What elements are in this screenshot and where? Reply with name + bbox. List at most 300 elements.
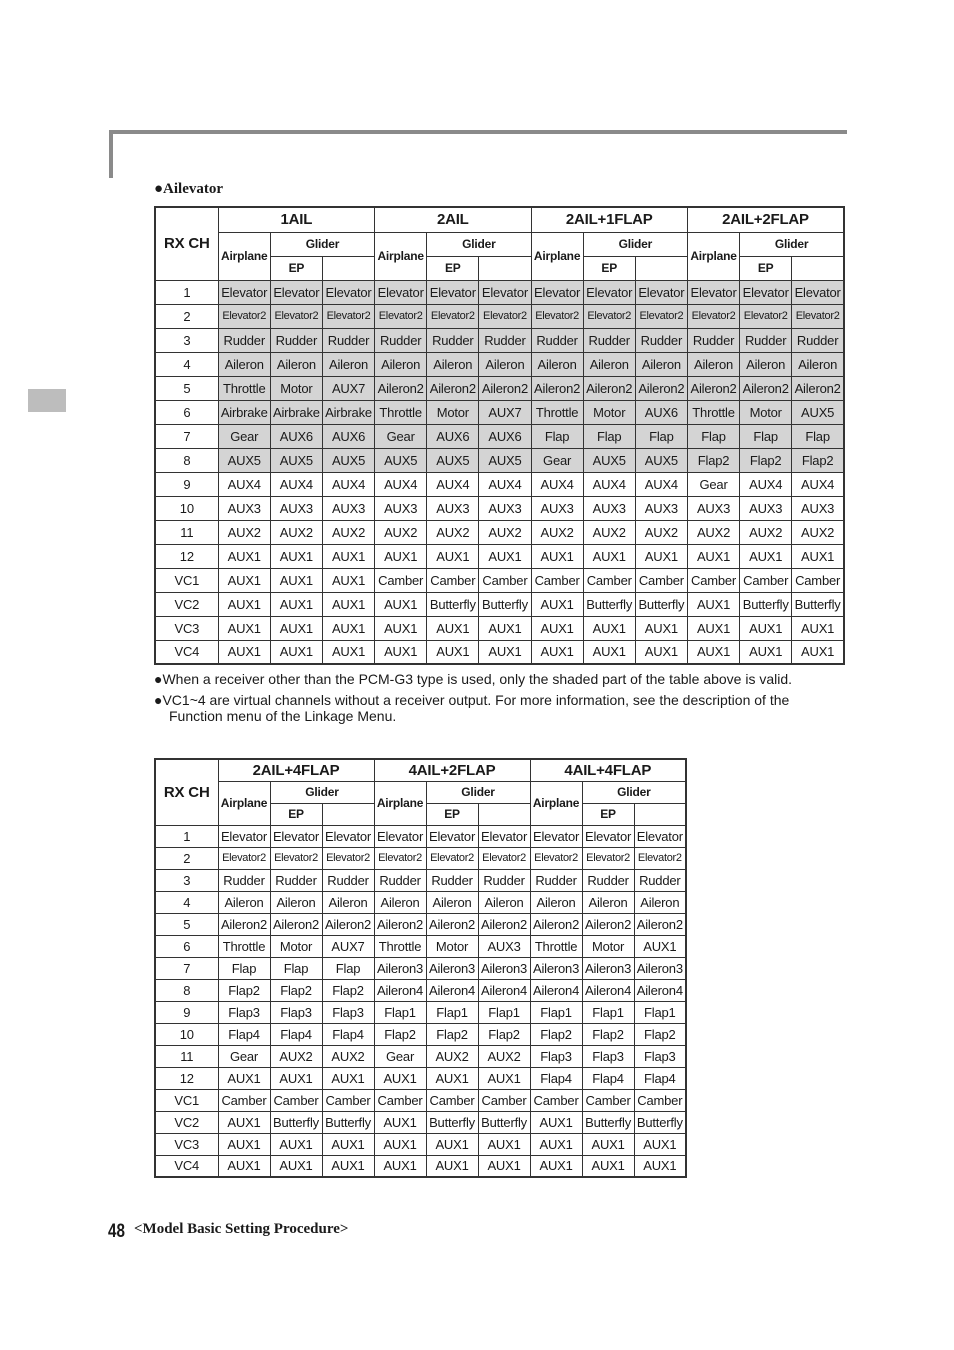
- function-cell: AUX1: [270, 592, 322, 616]
- function-cell: AUX3: [375, 496, 427, 520]
- channel-label: 9: [155, 472, 218, 496]
- function-cell: Camber: [687, 568, 739, 592]
- function-cell: AUX6: [270, 424, 322, 448]
- function-cell: AUX2: [740, 520, 792, 544]
- function-cell: Flap1: [478, 1001, 530, 1023]
- function-cell: AUX5: [635, 448, 687, 472]
- function-cell: AUX1: [792, 616, 844, 640]
- function-cell: AUX1: [322, 568, 374, 592]
- ep-header: EP: [427, 256, 479, 280]
- function-cell: Camber: [583, 568, 635, 592]
- function-cell: AUX4: [218, 472, 270, 496]
- table-row: [155, 328, 844, 352]
- function-cell: Aileron3: [582, 957, 634, 979]
- function-cell: AUX6: [427, 424, 479, 448]
- function-cell: AUX7: [322, 376, 374, 400]
- function-cell: Rudder: [270, 869, 322, 891]
- function-cell: AUX6: [635, 400, 687, 424]
- function-cell: Rudder: [218, 328, 270, 352]
- function-cell: AUX2: [427, 520, 479, 544]
- function-cell: Elevator: [479, 280, 531, 304]
- function-cell: Flap3: [270, 1001, 322, 1023]
- function-cell: Aileron3: [374, 957, 426, 979]
- function-cell: Elevator2: [375, 304, 427, 328]
- table-row: [155, 847, 686, 869]
- function-cell: AUX4: [635, 472, 687, 496]
- function-cell: Throttle: [374, 935, 426, 957]
- table-row: [155, 935, 686, 957]
- function-cell: Flap2: [374, 1023, 426, 1045]
- function-cell: AUX1: [635, 544, 687, 568]
- function-cell: AUX5: [375, 448, 427, 472]
- function-cell: Gear: [531, 448, 583, 472]
- glider-header: Glider: [270, 232, 374, 256]
- function-cell: AUX1: [218, 1067, 270, 1089]
- function-cell: AUX1: [270, 1133, 322, 1155]
- function-cell: AUX5: [427, 448, 479, 472]
- function-cell: Camber: [374, 1089, 426, 1111]
- function-cell: Aileron: [218, 352, 270, 376]
- function-cell: AUX1: [322, 1133, 374, 1155]
- function-cell: Flap: [687, 424, 739, 448]
- function-cell: AUX1: [322, 1067, 374, 1089]
- channel-label: VC4: [155, 1155, 218, 1177]
- function-cell: AUX1: [530, 1133, 582, 1155]
- footer-section-name: <Model Basic Setting Procedure>: [134, 1221, 349, 1237]
- function-cell: Motor: [270, 376, 322, 400]
- function-cell: Rudder: [270, 328, 322, 352]
- function-cell: Camber: [635, 568, 687, 592]
- function-cell: Butterfly: [270, 1111, 322, 1133]
- channel-label: 6: [155, 935, 218, 957]
- function-cell: Flap: [531, 424, 583, 448]
- function-cell: AUX3: [583, 496, 635, 520]
- function-cell: AUX1: [270, 568, 322, 592]
- function-cell: Camber: [426, 1089, 478, 1111]
- function-cell: Elevator2: [792, 304, 844, 328]
- function-cell: Gear: [687, 472, 739, 496]
- function-cell: AUX1: [322, 544, 374, 568]
- function-cell: Flap2: [530, 1023, 582, 1045]
- channel-label: 2: [155, 304, 218, 328]
- function-cell: Aileron3: [634, 957, 686, 979]
- function-cell: AUX1: [582, 1133, 634, 1155]
- function-cell: Rudder: [478, 869, 530, 891]
- function-cell: AUX1: [740, 544, 792, 568]
- function-cell: Butterfly: [426, 1111, 478, 1133]
- function-cell: AUX2: [322, 520, 374, 544]
- function-cell: AUX1: [687, 592, 739, 616]
- glider-blank-header: [635, 256, 687, 280]
- function-cell: Elevator2: [740, 304, 792, 328]
- function-cell: Flap3: [634, 1045, 686, 1067]
- function-cell: AUX1: [270, 544, 322, 568]
- function-cell: Rudder: [218, 869, 270, 891]
- function-cell: Elevator2: [270, 847, 322, 869]
- glider-header: Glider: [740, 232, 844, 256]
- rx-ch-header: RX CH: [155, 759, 218, 825]
- function-cell: Flap2: [270, 979, 322, 1001]
- function-cell: Elevator: [218, 280, 270, 304]
- function-cell: AUX3: [478, 935, 530, 957]
- channel-label: 12: [155, 1067, 218, 1089]
- note-shaded: ●When a receiver other than the PCM-G3 type is used, only the shaded part of the table above is valid.: [154, 671, 793, 687]
- function-cell: Flap4: [218, 1023, 270, 1045]
- ep-header: EP: [270, 803, 322, 825]
- function-cell: Aileron2: [375, 376, 427, 400]
- channel-label: VC1: [155, 568, 218, 592]
- rx-ch-header: RX CH: [155, 207, 218, 280]
- function-cell: AUX1: [531, 544, 583, 568]
- channel-label: 3: [155, 328, 218, 352]
- function-cell: Flap4: [322, 1023, 374, 1045]
- function-cell: Camber: [427, 568, 479, 592]
- function-cell: Throttle: [531, 400, 583, 424]
- glider-header: Glider: [426, 781, 530, 803]
- function-cell: AUX7: [479, 400, 531, 424]
- table-row: [155, 592, 844, 616]
- function-cell: Flap1: [530, 1001, 582, 1023]
- function-cell: AUX2: [270, 1045, 322, 1067]
- table-row: [155, 544, 844, 568]
- function-cell: AUX4: [740, 472, 792, 496]
- table-row: [155, 280, 844, 304]
- function-cell: Aileron: [478, 891, 530, 913]
- function-cell: Motor: [426, 935, 478, 957]
- glider-blank-header: [478, 803, 530, 825]
- group-header: 2AIL: [375, 207, 531, 232]
- function-cell: Flap2: [322, 979, 374, 1001]
- function-cell: Flap4: [530, 1067, 582, 1089]
- table-row: [155, 376, 844, 400]
- table-row: [155, 568, 844, 592]
- function-cell: Flap2: [687, 448, 739, 472]
- table-row: [155, 1133, 686, 1155]
- function-cell: Elevator: [322, 825, 374, 847]
- function-cell: Elevator: [531, 280, 583, 304]
- function-cell: AUX2: [270, 520, 322, 544]
- glider-header: Glider: [582, 781, 686, 803]
- table-row: [155, 891, 686, 913]
- function-cell: Butterfly: [583, 592, 635, 616]
- function-cell: AUX4: [792, 472, 844, 496]
- airplane-header: Airplane: [218, 781, 270, 825]
- function-cell: Aileron4: [530, 979, 582, 1001]
- function-cell: Camber: [792, 568, 844, 592]
- function-cell: AUX4: [375, 472, 427, 496]
- function-cell: AUX5: [583, 448, 635, 472]
- function-cell: Elevator2: [426, 847, 478, 869]
- function-cell: Rudder: [583, 328, 635, 352]
- glider-blank-header: [322, 803, 374, 825]
- function-cell: Aileron4: [374, 979, 426, 1001]
- function-cell: Aileron2: [479, 376, 531, 400]
- ep-header: EP: [740, 256, 792, 280]
- channel-label: 9: [155, 1001, 218, 1023]
- function-cell: AUX1: [375, 616, 427, 640]
- note-virtual-channels: ●VC1~4 are virtual channels without a receiver output. For more information, see the description of the Function menu of the Linkage Menu.: [154, 692, 790, 724]
- channel-label: 7: [155, 424, 218, 448]
- function-cell: Throttle: [530, 935, 582, 957]
- channel-label: VC3: [155, 1133, 218, 1155]
- table-row: [155, 448, 844, 472]
- function-cell: Butterfly: [479, 592, 531, 616]
- function-cell: AUX1: [583, 544, 635, 568]
- function-cell: Elevator: [322, 280, 374, 304]
- function-cell: Airbrake: [218, 400, 270, 424]
- function-cell: AUX4: [479, 472, 531, 496]
- function-cell: Aileron: [635, 352, 687, 376]
- function-cell: Elevator: [427, 280, 479, 304]
- airplane-header: Airplane: [530, 781, 582, 825]
- glider-blank-header: [792, 256, 844, 280]
- function-cell: Motor: [583, 400, 635, 424]
- function-cell: Aileron2: [687, 376, 739, 400]
- function-cell: AUX1: [427, 640, 479, 664]
- channel-label: 11: [155, 1045, 218, 1067]
- function-cell: AUX2: [218, 520, 270, 544]
- function-cell: Elevator2: [270, 304, 322, 328]
- function-cell: Flap: [583, 424, 635, 448]
- function-cell: Aileron2: [218, 913, 270, 935]
- glider-blank-header: [634, 803, 686, 825]
- function-cell: Elevator2: [218, 304, 270, 328]
- function-cell: Elevator2: [583, 304, 635, 328]
- group-header: 4AIL+2FLAP: [374, 759, 530, 781]
- function-cell: AUX2: [792, 520, 844, 544]
- channel-table-1: [154, 206, 845, 665]
- channel-label: 11: [155, 520, 218, 544]
- function-cell: AUX1: [635, 616, 687, 640]
- channel-label: 2: [155, 847, 218, 869]
- function-cell: AUX1: [634, 1133, 686, 1155]
- function-cell: Aileron2: [740, 376, 792, 400]
- function-cell: AUX1: [479, 616, 531, 640]
- channel-label: 1: [155, 825, 218, 847]
- function-cell: Elevator2: [479, 304, 531, 328]
- function-cell: AUX5: [792, 400, 844, 424]
- table-row: [155, 640, 844, 664]
- function-cell: AUX7: [322, 935, 374, 957]
- function-cell: AUX3: [687, 496, 739, 520]
- channel-label: 10: [155, 496, 218, 520]
- function-cell: Elevator2: [322, 847, 374, 869]
- function-cell: AUX3: [635, 496, 687, 520]
- function-cell: Elevator2: [374, 847, 426, 869]
- function-cell: Aileron: [322, 352, 374, 376]
- function-cell: Aileron3: [530, 957, 582, 979]
- function-cell: AUX1: [687, 616, 739, 640]
- ep-header: EP: [583, 256, 635, 280]
- function-cell: AUX1: [374, 1111, 426, 1133]
- function-cell: AUX1: [322, 616, 374, 640]
- function-cell: Butterfly: [478, 1111, 530, 1133]
- function-cell: AUX1: [218, 1133, 270, 1155]
- function-cell: AUX1: [634, 935, 686, 957]
- function-cell: Flap2: [792, 448, 844, 472]
- function-cell: Rudder: [322, 328, 374, 352]
- function-cell: Flap1: [634, 1001, 686, 1023]
- function-cell: Aileron: [479, 352, 531, 376]
- function-cell: AUX1: [218, 1155, 270, 1177]
- group-header: 2AIL+4FLAP: [218, 759, 374, 781]
- table-row: [155, 1001, 686, 1023]
- group-header: 4AIL+4FLAP: [530, 759, 686, 781]
- function-cell: Aileron: [218, 891, 270, 913]
- function-cell: AUX1: [375, 640, 427, 664]
- function-cell: Butterfly: [582, 1111, 634, 1133]
- function-cell: Rudder: [634, 869, 686, 891]
- function-cell: AUX2: [478, 1045, 530, 1067]
- function-cell: Flap1: [582, 1001, 634, 1023]
- function-cell: AUX1: [270, 640, 322, 664]
- channel-label: 12: [155, 544, 218, 568]
- function-cell: Elevator: [270, 280, 322, 304]
- function-cell: Camber: [740, 568, 792, 592]
- section-title: ●Ailevator: [154, 181, 224, 197]
- function-cell: Aileron4: [634, 979, 686, 1001]
- glider-header: Glider: [270, 781, 374, 803]
- channel-label: 10: [155, 1023, 218, 1045]
- function-cell: AUX3: [792, 496, 844, 520]
- channel-label: 6: [155, 400, 218, 424]
- table-row: [155, 957, 686, 979]
- function-cell: Aileron2: [634, 913, 686, 935]
- function-cell: Flap: [635, 424, 687, 448]
- channel-label: 8: [155, 448, 218, 472]
- function-cell: AUX5: [322, 448, 374, 472]
- function-cell: AUX1: [427, 544, 479, 568]
- function-cell: Rudder: [322, 869, 374, 891]
- function-cell: Flap: [792, 424, 844, 448]
- function-cell: Rudder: [426, 869, 478, 891]
- group-header: 2AIL+2FLAP: [687, 207, 844, 232]
- function-cell: Motor: [427, 400, 479, 424]
- function-cell: AUX6: [479, 424, 531, 448]
- function-cell: Aileron: [374, 891, 426, 913]
- function-cell: AUX1: [478, 1155, 530, 1177]
- function-cell: AUX2: [583, 520, 635, 544]
- function-cell: Camber: [375, 568, 427, 592]
- function-cell: Aileron2: [635, 376, 687, 400]
- function-cell: AUX2: [426, 1045, 478, 1067]
- function-cell: AUX1: [426, 1133, 478, 1155]
- function-cell: Aileron4: [478, 979, 530, 1001]
- function-cell: AUX1: [531, 592, 583, 616]
- table-row: [155, 304, 844, 328]
- function-cell: Gear: [218, 1045, 270, 1067]
- table-row: [155, 352, 844, 376]
- function-cell: Camber: [530, 1089, 582, 1111]
- function-cell: AUX2: [479, 520, 531, 544]
- function-cell: AUX1: [375, 592, 427, 616]
- function-cell: AUX1: [531, 616, 583, 640]
- function-cell: Motor: [740, 400, 792, 424]
- channel-table-2: [154, 758, 687, 1178]
- function-cell: Flap: [322, 957, 374, 979]
- table-row: [155, 1155, 686, 1177]
- function-cell: Throttle: [375, 400, 427, 424]
- table-row: [155, 825, 686, 847]
- airplane-header: Airplane: [218, 232, 270, 280]
- function-cell: Camber: [270, 1089, 322, 1111]
- function-cell: Butterfly: [634, 1111, 686, 1133]
- function-cell: Rudder: [740, 328, 792, 352]
- glider-header: Glider: [427, 232, 531, 256]
- function-cell: Flap: [270, 957, 322, 979]
- table-row: [155, 979, 686, 1001]
- function-cell: Flap2: [634, 1023, 686, 1045]
- function-cell: Camber: [531, 568, 583, 592]
- function-cell: Flap2: [218, 979, 270, 1001]
- function-cell: Elevator: [634, 825, 686, 847]
- function-cell: Aileron3: [478, 957, 530, 979]
- function-cell: Aileron4: [582, 979, 634, 1001]
- function-cell: AUX1: [530, 1111, 582, 1133]
- function-cell: Throttle: [218, 935, 270, 957]
- group-header: 1AIL: [218, 207, 374, 232]
- function-cell: Elevator2: [530, 847, 582, 869]
- function-cell: Rudder: [374, 869, 426, 891]
- function-cell: AUX3: [531, 496, 583, 520]
- function-cell: AUX3: [270, 496, 322, 520]
- function-cell: Elevator: [635, 280, 687, 304]
- function-cell: Camber: [634, 1089, 686, 1111]
- function-cell: Aileron: [270, 352, 322, 376]
- function-cell: Flap2: [582, 1023, 634, 1045]
- function-cell: Elevator: [426, 825, 478, 847]
- channel-label: 5: [155, 376, 218, 400]
- function-cell: Aileron2: [374, 913, 426, 935]
- function-cell: Aileron: [792, 352, 844, 376]
- function-cell: AUX1: [687, 640, 739, 664]
- function-cell: Aileron: [375, 352, 427, 376]
- function-cell: Camber: [478, 1089, 530, 1111]
- function-cell: AUX2: [531, 520, 583, 544]
- function-cell: Elevator: [687, 280, 739, 304]
- channel-label: 4: [155, 891, 218, 913]
- function-cell: Aileron: [531, 352, 583, 376]
- function-cell: Camber: [322, 1089, 374, 1111]
- function-cell: AUX1: [374, 1067, 426, 1089]
- function-cell: AUX1: [427, 616, 479, 640]
- function-cell: Flap2: [740, 448, 792, 472]
- function-cell: Aileron2: [792, 376, 844, 400]
- glider-blank-header: [479, 256, 531, 280]
- channel-label: 3: [155, 869, 218, 891]
- function-cell: Elevator2: [582, 847, 634, 869]
- function-cell: Flap3: [582, 1045, 634, 1067]
- function-cell: AUX1: [218, 568, 270, 592]
- function-cell: Elevator: [478, 825, 530, 847]
- function-cell: Aileron: [583, 352, 635, 376]
- notes: [154, 671, 846, 729]
- function-cell: Aileron: [426, 891, 478, 913]
- function-cell: Camber: [582, 1089, 634, 1111]
- function-cell: Elevator2: [635, 304, 687, 328]
- function-cell: AUX1: [583, 640, 635, 664]
- function-cell: Flap: [740, 424, 792, 448]
- function-cell: AUX1: [218, 544, 270, 568]
- table-row: [155, 1067, 686, 1089]
- table-row: [155, 1045, 686, 1067]
- function-cell: Elevator: [740, 280, 792, 304]
- function-cell: AUX3: [427, 496, 479, 520]
- function-cell: Aileron2: [478, 913, 530, 935]
- function-cell: AUX1: [478, 1133, 530, 1155]
- function-cell: Flap1: [426, 1001, 478, 1023]
- function-cell: Gear: [374, 1045, 426, 1067]
